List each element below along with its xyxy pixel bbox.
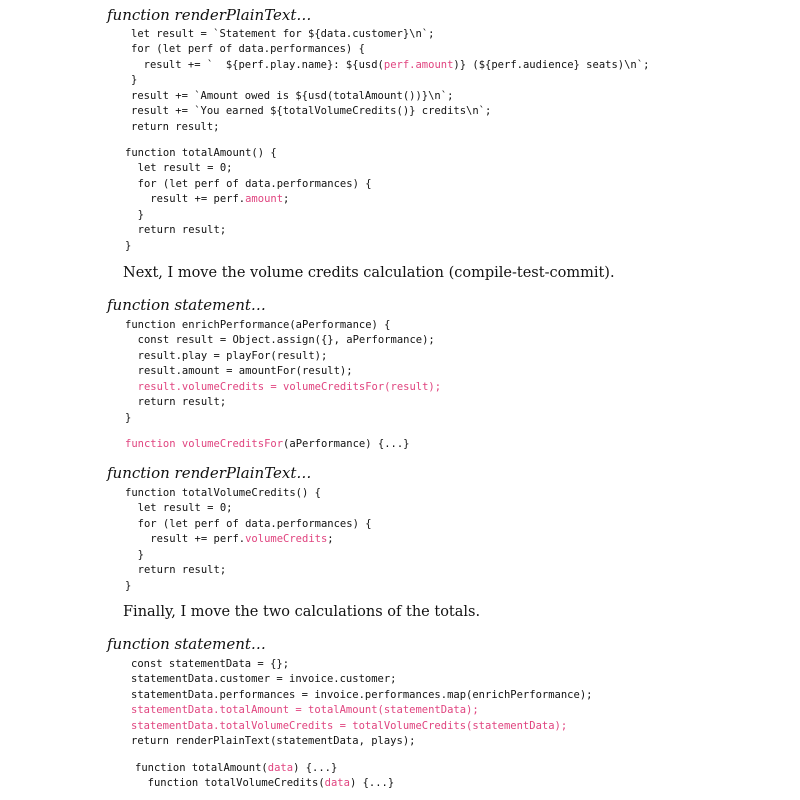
code-segment: }	[125, 208, 144, 221]
highlighted-code-segment: statementData.totalVolumeCredits = totalVolumeCredits(statementData);	[131, 719, 568, 732]
code-line	[131, 657, 592, 672]
code-line	[131, 703, 592, 718]
code-line	[125, 532, 372, 547]
code-block-volume-credits-for	[125, 437, 409, 452]
section-heading-statement-2: function statement…	[107, 635, 266, 653]
code-segment: }	[125, 239, 132, 252]
code-line	[125, 548, 372, 563]
highlighted-code-segment: perf.amount	[383, 58, 454, 71]
code-segment: function totalVolumeCredits(	[135, 777, 325, 790]
code-segment: const statementData = {};	[131, 658, 290, 670]
code-line	[125, 208, 372, 223]
code-segment: let result = `Statement for ${data.customer}\n`;	[131, 28, 435, 40]
code-segment: for (let perf of data.performances) {	[131, 43, 365, 56]
highlighted-code-segment: amount	[245, 193, 284, 206]
code-line	[131, 688, 592, 703]
code-segment: ) {...}	[293, 762, 338, 774]
code-line	[125, 501, 372, 516]
code-line	[131, 734, 592, 749]
code-line	[125, 486, 372, 501]
code-line	[125, 318, 441, 333]
code-segment: let result = 0;	[125, 502, 233, 515]
code-segment: function totalVolumeCredits() {	[125, 487, 321, 499]
code-line	[125, 437, 409, 452]
highlighted-code-segment: result.volumeCredits = volumeCreditsFor(result);	[125, 380, 442, 393]
code-line	[135, 776, 394, 791]
code-line	[131, 58, 649, 73]
highlighted-code-segment: volumeCredits	[245, 533, 328, 546]
code-segment: )} (${perf.audience} seats)\n`;	[453, 58, 650, 71]
paragraph-volume-credits: Next, I move the volume credits calculation (compile-test-commit).	[123, 265, 615, 281]
code-segment: statementData.customer = invoice.customer;	[131, 673, 397, 686]
code-line	[125, 395, 441, 410]
code-segment: function totalAmount() {	[125, 147, 277, 159]
code-line	[125, 333, 441, 348]
code-segment: return result;	[125, 396, 227, 409]
code-segment: for (let perf of data.performances) {	[125, 177, 372, 190]
code-segment: return result;	[125, 564, 227, 577]
code-line	[131, 27, 649, 42]
code-line	[125, 380, 441, 395]
code-segment: ;	[327, 533, 334, 546]
code-segment: result += `Amount owed is ${usd(totalAmount())}\n`;	[131, 89, 454, 102]
code-segment: result.play = playFor(result);	[125, 349, 328, 362]
code-segment: (aPerformance) {...}	[283, 438, 410, 450]
code-segment: result += ` ${perf.play.name}: ${usd(	[131, 58, 384, 71]
code-line	[131, 672, 592, 687]
section-heading-render-plain-text: function renderPlainText…	[107, 6, 312, 24]
code-segment: function enrichPerformance(aPerformance) {	[125, 319, 391, 331]
code-line	[125, 411, 441, 426]
code-line	[131, 89, 649, 104]
code-segment: }	[125, 579, 132, 592]
code-segment: }	[125, 548, 144, 561]
section-heading-statement: function statement…	[107, 296, 266, 314]
code-segment: return result;	[125, 224, 227, 237]
code-segment: for (let perf of data.performances) {	[125, 517, 372, 530]
code-line	[125, 239, 372, 254]
code-segment: }	[131, 74, 138, 87]
code-line	[131, 719, 592, 734]
code-segment: ;	[283, 193, 290, 206]
code-line	[131, 120, 649, 135]
code-line	[125, 517, 372, 532]
highlighted-code-segment: statementData.totalAmount = totalAmount(statementData);	[131, 704, 479, 717]
code-segment: result += `You earned ${totalVolumeCredits()} credits\n`;	[131, 105, 492, 118]
code-segment: result += perf.	[125, 533, 246, 546]
code-block-total-volume-credits	[125, 486, 372, 594]
highlighted-code-segment: data	[324, 777, 350, 790]
code-line	[125, 146, 372, 161]
code-line	[131, 104, 649, 119]
code-line	[125, 161, 372, 176]
code-line	[125, 364, 441, 379]
code-line	[131, 42, 649, 57]
code-line	[125, 349, 441, 364]
code-block-statement-data	[131, 657, 592, 750]
code-line	[125, 579, 372, 594]
code-line	[125, 223, 372, 238]
code-block-render-plain-text	[131, 27, 649, 135]
code-block-total-amount	[125, 146, 372, 254]
code-segment: return result;	[131, 120, 220, 133]
code-line	[135, 761, 394, 776]
code-segment: function totalAmount(	[135, 762, 268, 774]
section-heading-render-plain-text-2: function renderPlainText…	[107, 464, 312, 482]
code-segment: return renderPlainText(statementData, plays);	[131, 735, 416, 748]
code-segment: result += perf.	[125, 193, 246, 206]
code-segment: ) {...}	[349, 777, 395, 790]
code-line	[125, 177, 372, 192]
code-block-enrich-performance	[125, 318, 441, 426]
code-segment: let result = 0;	[125, 162, 233, 175]
code-block-total-functions	[135, 761, 394, 792]
highlighted-code-segment: function volumeCreditsFor	[125, 438, 284, 450]
code-line	[125, 563, 372, 578]
code-segment: result.amount = amountFor(result);	[125, 365, 353, 378]
highlighted-code-segment: data	[267, 762, 294, 774]
code-segment: statementData.performances = invoice.performances.map(enrichPerformance);	[131, 688, 593, 701]
code-line	[125, 192, 372, 207]
code-segment: const result = Object.assign({}, aPerformance);	[125, 334, 435, 347]
code-line	[131, 73, 649, 88]
code-segment: }	[125, 411, 132, 424]
paragraph-totals: Finally, I move the two calculations of the totals.	[123, 604, 481, 620]
